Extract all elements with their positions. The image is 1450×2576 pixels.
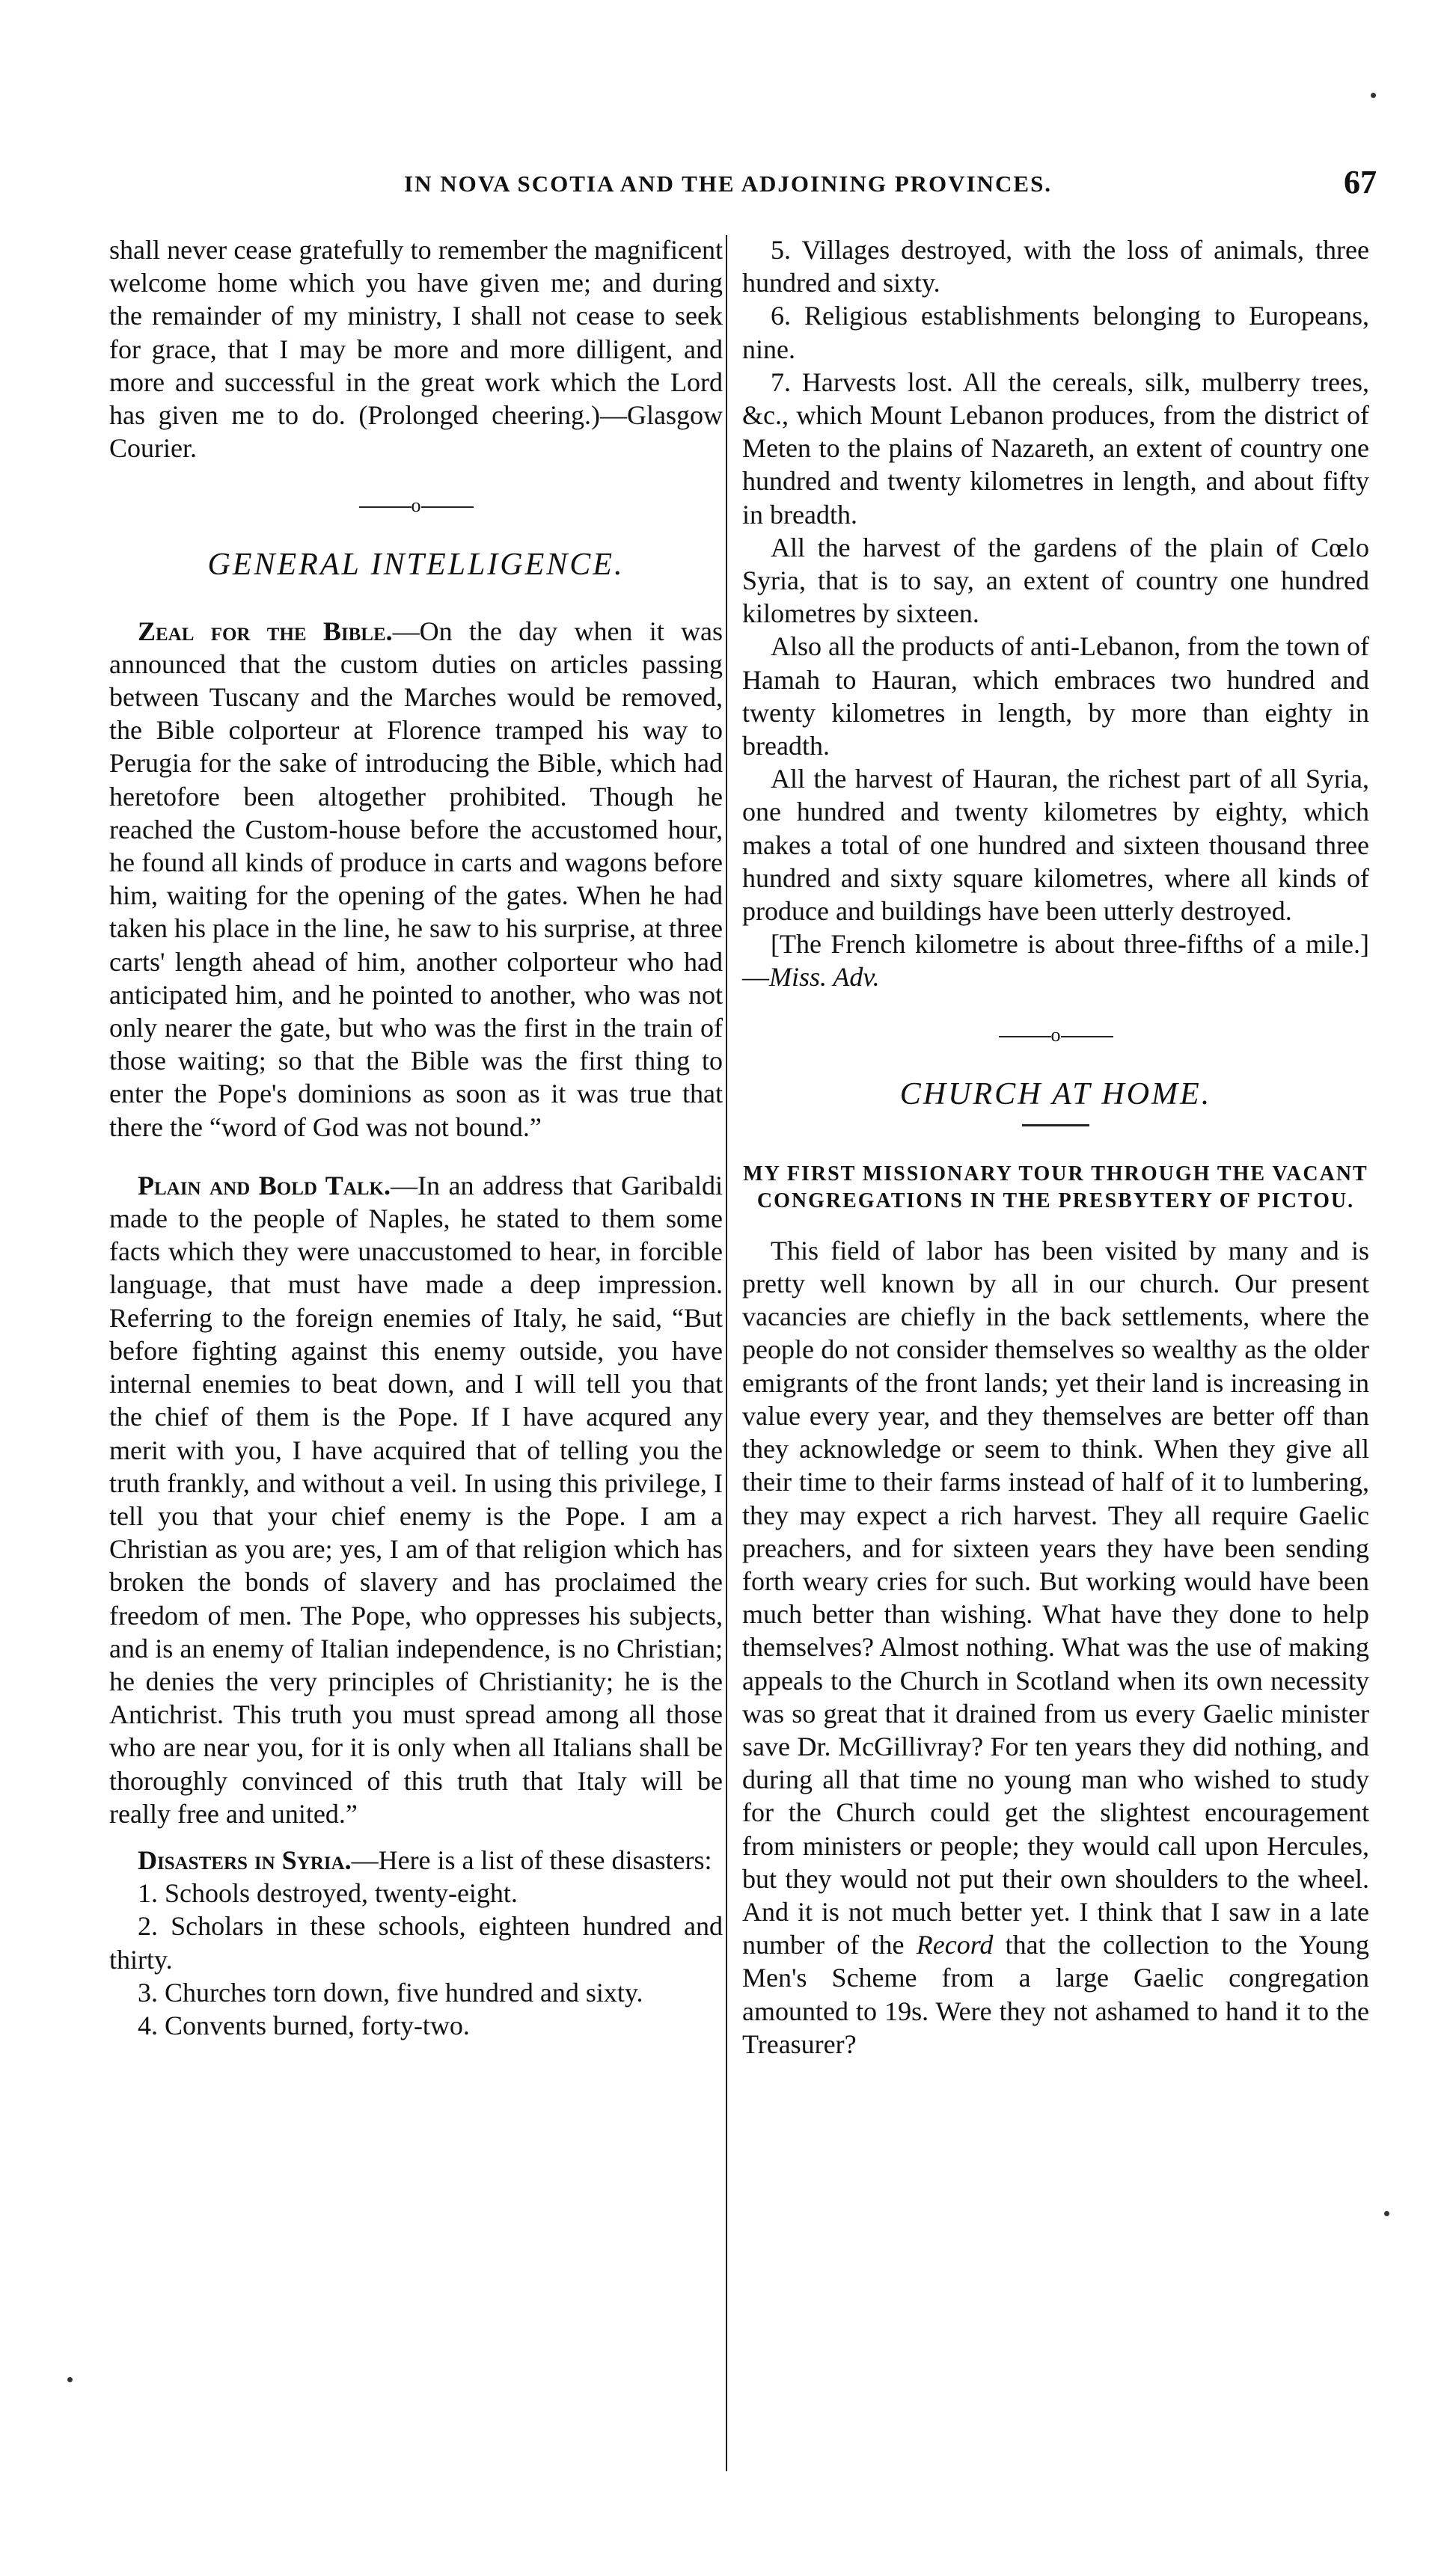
list-item: 4. Convents burned, forty-two. [138,2010,470,2040]
harvest-paragraph: Also all the products of anti-Lebanon, from the town of Hamah to Hauran, which embraces two hundred and twenty kilometres in length, by more than eighty in breadth. [742,631,1369,761]
record-title: Record [916,1930,994,1960]
separator-mark: o [1050,1023,1061,1046]
separator [109,494,723,517]
kilometre-note [742,927,1369,993]
separator-dash [421,506,474,508]
harvest-paragraph: All the harvest of Hauran, the richest part of all Syria, one hundred and twenty kilometres by eighty, which makes a total of one hundred and sixteen thousand three hundred and sixty square kilometres, where all kinds of produce and buildings have been utterly destroyed. [742,764,1369,927]
separator-dash [359,506,412,508]
zeal-text: —On the day when it was announced that the custom duties on articles passing between Tuscany and the Marches would be removed, the Bible colporteur at Florence tramped his way to Perugia for the sake of introducing the Bible, which had heretofore been altogether prohibited. Though he reached the Custom-house before the accustomed hour, he found all kinds of produce in carts and wagons before him, waiting for the opening of the gates. When he had taken his place in the line, he saw to his surprise, at three carts' length ahead of him, another colporteur who had anticipated him, and he pointed to another, who was not only nearer the gate, but who was the first in the train of those waiting; so that the Bible was the first thing to enter the Pope's dominions as soon as it was true that there the “word of God was not bound.” [109,616,723,1142]
plain-heading: Plain and Bold Talk. [138,1170,391,1200]
list-item: 3. Churches torn down, five hundred and sixty. [138,1977,643,2008]
note-source: Miss. Adv. [769,962,880,993]
article-text-1: This field of labor has been visited by many and is pretty well known by all in our church. Our present vacancies are chiefly in the back settlements, where the people do not consider themselves so wealthy as the older emigrants of the front lands; yet their land is increasing in value every year, and they themselves are better off than they acknowledge or seem to think. When they give all their time to their farms instead of half of it to lumbering, they may expect a rich harvest. They all require Gaelic preachers, and for sixteen years they have been sending forth weary cries for such. But working would have been much better than wishing. What have they done to help themselves? Almost nothing. What was the use of making appeals to the Church in Scotland when its own necessity was so great that it drained from us every Gaelic minister save Dr. McGillivray? For ten years they did nothing, and during all that time no young man who wished to study for the Church could get the slightest encouragement from ministers or people; they would call upon Hercules, but they would not put their own shoulders to the wheel. And it is not much better yet. I think that I saw in a late number of the [742,1235,1369,1960]
list-item: 7. Harvests lost. All the cereals, silk, mulberry trees, &c., which Mount Lebanon produces, from the district of Meten to the plains of Nazareth, an extent of country one hundred and twenty kilometres in length, and about fifty in breadth. [742,367,1369,530]
running-head: IN NOVA SCOTIA AND THE ADJOINING PROVINCES. [404,171,1053,197]
ink-speck [1371,93,1376,98]
short-rule [1022,1124,1089,1126]
harvest-paragraph: All the harvest of the gardens of the plain of Cœlo Syria, that is to say, an extent of country one hundred kilometres by sixteen. [742,532,1369,629]
right-column [742,233,1369,2061]
list-item: 6. Religious establishments belonging to Europeans, nine. [742,301,1369,364]
page-number: 67 [1344,164,1377,200]
zeal-heading: Zeal for the Bible. [138,616,393,646]
ink-speck [1384,2211,1389,2216]
section-title-church-at-home: CHURCH AT HOME. [899,1076,1212,1111]
disasters-intro: —Here is a list of these disasters: [351,1844,712,1875]
article-text-2: that the collection to the Young Men's Scheme from a large Gaelic congregation amounted to 19s. Were they not ashamed to hand it to the Treasurer? [742,1930,1369,2059]
list-item: 2. Scholars in these schools, eighteen hundred and thirty. [109,1911,723,1975]
article-body [742,1234,1369,2061]
disasters-heading: Disasters in Syria. [138,1844,352,1875]
page-header [75,164,1377,215]
plain-text: —In an address that Garibaldi made to the people of Naples, he stated to them some facts which they were unaccustomed to hear, in forcible language, that must have made a deep impression. Referring to the foreign enemies of Italy, he said, “But before fighting against this enemy outside, you have internal enemies to beat down, and I will tell you that the chief of them is the Pope. If I have acqured any merit with you, I have acquired that of telling you the truth frankly, and without a veil. In using this privilege, I tell you that your chief enemy is the Pope. I am a Christian as you are; yes, I am of that religion which has broken the bonds of slavery and has proclaimed the freedom of men. The Pope, who oppresses his subjects, and is an enemy of Italian independence, is no Christian; he denies the very principles of Christianity; he is the Antichrist. This truth you must spread among all those who are near you, for it is only when all Italians shall be thoroughly convinced of this truth that Italy will be really free and united.” [109,1170,723,1829]
column-divider [726,235,727,2471]
separator [742,1024,1369,1046]
disasters-in-syria-paragraph [109,1844,723,1877]
separator-dash [1061,1036,1113,1037]
zeal-for-the-bible-paragraph [109,615,723,1144]
separator-dash [999,1036,1051,1037]
list-item: 1. Schools destroyed, twenty-eight. [138,1878,518,1909]
note-text: [The French kilometre is about three-fifths of a mile.]— [742,929,1369,993]
ink-speck [67,2377,73,2382]
list-item: 5. Villages destroyed, with the loss of animals, three hundred and sixty. [742,235,1369,298]
left-column [109,233,723,2042]
section-title-general-intelligence: GENERAL INTELLIGENCE. [207,548,625,583]
article-title: MY FIRST MISSIONARY TOUR THROUGH THE VACANT CONGREGATIONS IN THE PRESBYTERY OF PICTOU. [743,1162,1368,1212]
opening-paragraph: shall never cease gratefully to remember the magnificent welcome home which you have given me; and during the remainder of my ministry, I shall not cease to seek for grace, that I may be more and more dilligent, and more and successful in the great work which the Lord has given me to do. (Prolonged cheering.)—Glasgow Courier. [109,235,723,464]
plain-and-bold-talk-paragraph [109,1169,723,1830]
separator-mark: o [411,494,421,517]
